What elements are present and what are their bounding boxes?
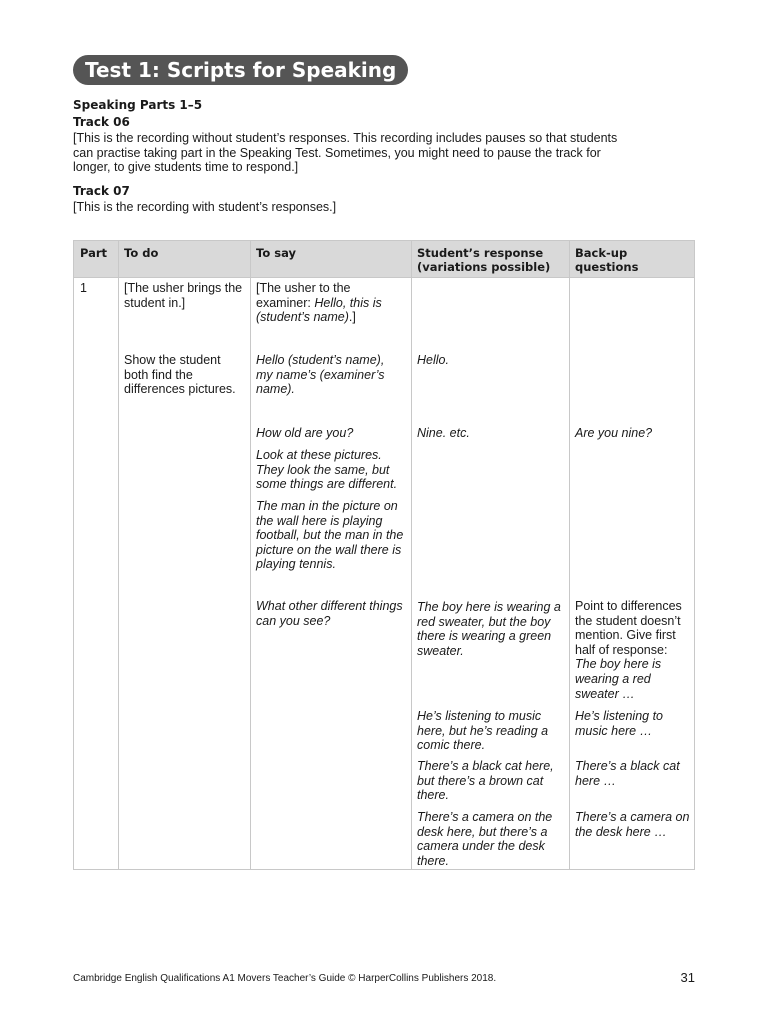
track-07-description: [This is the recording with student’s responses.]	[73, 199, 337, 214]
page-title: Test 1: Scripts for Speaking	[73, 55, 408, 85]
script-table	[73, 240, 695, 870]
column-divider	[569, 241, 570, 869]
intro-section	[73, 97, 633, 222]
backup-point-plain: Point to differences the student doesn’t mention. Give first half of response:	[575, 599, 682, 657]
response-music: He’s listening to music here, but he’s reading a comic there.	[417, 709, 549, 753]
response-camera: There’s a camera on the desk here, but there’s a camera under the desk there.	[417, 810, 553, 868]
table-grid	[73, 240, 695, 870]
track-07-heading: Track 07	[73, 183, 130, 198]
speaking-parts-heading: Speaking Parts 1–5	[73, 98, 203, 112]
response-cat: There’s a black cat here, but there’s a brown cat there.	[417, 759, 554, 803]
say-usher-prefix: [The usher to the examiner:	[256, 281, 351, 310]
backup-cat: There’s a black cat here …	[575, 759, 680, 788]
backup-are-you-nine: Are you nine?	[575, 426, 653, 440]
backup-camera: There’s a camera on the desk here …	[575, 810, 690, 839]
header-to-say: To say	[256, 246, 296, 260]
column-divider	[411, 241, 412, 869]
part-number: 1	[80, 281, 87, 295]
todo-show-pictures: Show the student both find the differences pictures.	[124, 353, 236, 397]
header-back-up-questions: Back-up questions	[575, 246, 639, 274]
track-06-description: [This is the recording without student’s responses. This recording includes pauses so that students can practise taking part in the Speaking Test. Sometimes, you might need to pause the track for longer, to give students time to respond.]	[73, 131, 618, 174]
header-student-response: Student’s response (variations possible)	[417, 246, 551, 274]
response-nine: Nine. etc.	[417, 426, 470, 440]
header-part: Part	[80, 246, 108, 260]
say-usher-intro	[256, 281, 408, 325]
say-greeting: Hello (student’s name), my name’s (examiner’s name).	[256, 353, 385, 397]
backup-music: He’s listening to music here …	[575, 709, 664, 738]
say-usher-italic: Hello, this is (student’s name)	[256, 295, 382, 325]
column-divider	[118, 241, 119, 869]
header-divider	[74, 277, 694, 278]
todo-usher: [The usher brings the student in.]	[124, 281, 243, 310]
column-divider	[250, 241, 251, 869]
say-look-pictures: Look at these pictures. They look the same, but some things are different.	[256, 448, 398, 492]
backup-point-differences	[575, 599, 691, 701]
say-how-old: How old are you?	[256, 426, 354, 440]
footer-copyright: Cambridge English Qualifications A1 Movers Teacher’s Guide © HarperCollins Publishers 2018.	[73, 973, 497, 984]
say-what-other: What other different things can you see?	[256, 599, 403, 628]
backup-point-italic: The boy here is wearing a red sweater …	[575, 657, 662, 701]
say-usher-suffix: .]	[348, 310, 356, 325]
header-to-do: To do	[124, 246, 159, 260]
response-hello: Hello.	[417, 353, 449, 367]
page-number: 31	[680, 970, 695, 985]
track-06-heading: Track 06	[73, 115, 130, 129]
say-man-picture: The man in the picture on the wall here is playing football, but the man in the picture on the wall there is playing tennis.	[256, 499, 404, 572]
response-sweater: The boy here is wearing a red sweater, but the boy there is wearing a green sweater.	[417, 600, 561, 658]
